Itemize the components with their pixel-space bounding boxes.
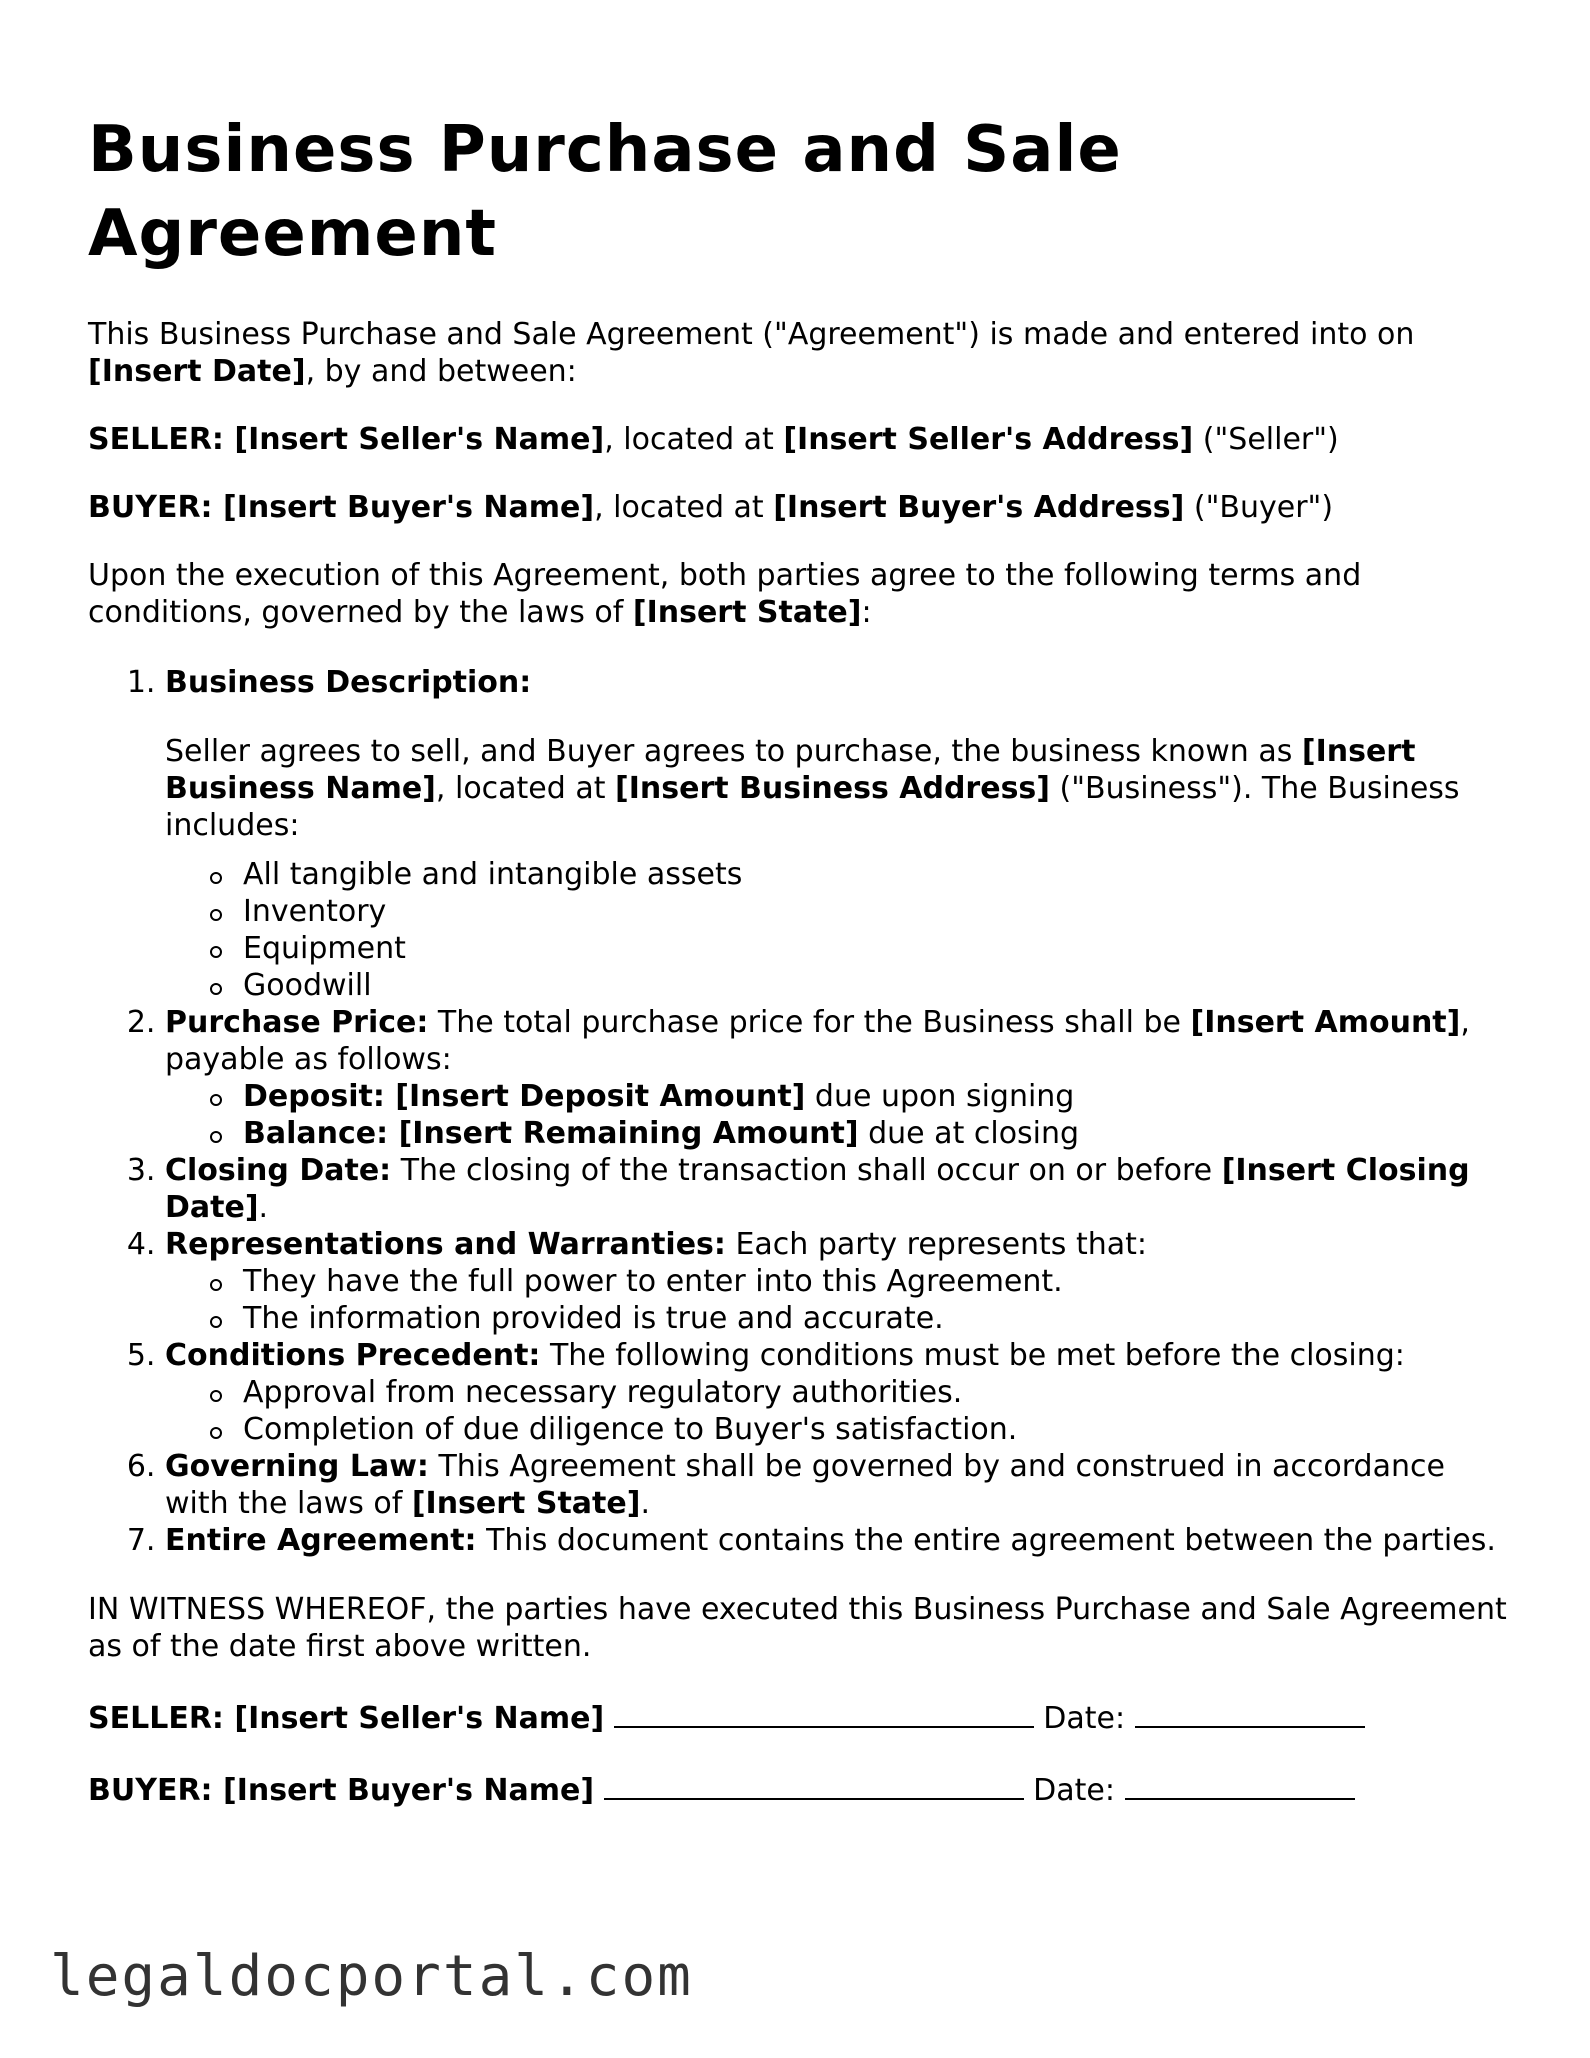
list-item: Inventory [243, 893, 1508, 930]
seller-signature-line [88, 1696, 1508, 1737]
payment-list [165, 1078, 1508, 1152]
governing-intro-paragraph [88, 557, 1508, 631]
date-label: Date: [1043, 1701, 1126, 1736]
amount-placeholder: [Insert Amount] [1190, 1005, 1461, 1040]
clause-heading: Business Description: [165, 665, 532, 700]
clause-text: This Agreement shall be governed by and construed in accordance with the laws of [165, 1449, 1445, 1521]
conditions-list [165, 1374, 1508, 1448]
clause-text: This document contains the entire agreement between the parties. [476, 1523, 1496, 1558]
list-item [243, 1115, 1508, 1152]
buyer-address-placeholder: [Insert Buyer's Address] [773, 490, 1185, 525]
document [88, 108, 1508, 1809]
seller-date-field[interactable] [1135, 1696, 1365, 1728]
buyer-name-placeholder: BUYER: [Insert Buyer's Name] [88, 490, 595, 525]
clause-closing-date [165, 1152, 1508, 1226]
list-item [243, 1078, 1508, 1115]
buyer-signature-line [88, 1768, 1508, 1809]
clause-text: . [640, 1486, 650, 1521]
witness-paragraph: IN WITNESS WHEREOF, the parties have executed this Business Purchase and Sale Agreement as of the date first above written. [88, 1592, 1507, 1664]
watermark: legaldocportal.com [50, 1944, 693, 2009]
list-item-text: due at closing [858, 1116, 1080, 1151]
buyer-paragraph [88, 489, 1508, 526]
clause-entire-agreement [165, 1522, 1508, 1559]
clause-heading: Closing Date: [165, 1153, 392, 1188]
clause-heading: Conditions Precedent: [165, 1338, 541, 1373]
agreement-date-placeholder: [Insert Date] [88, 354, 306, 389]
date-label: Date: [1033, 1773, 1115, 1808]
seller-address-placeholder: [Insert Seller's Address] [783, 422, 1194, 457]
business-address-placeholder: [Insert Business Address] [615, 771, 1051, 806]
clause-conditions-precedent [165, 1337, 1508, 1448]
seller-name-placeholder: SELLER: [Insert Seller's Name] [88, 422, 605, 457]
clause-text: The closing of the transaction shall occur on or before [391, 1153, 1222, 1188]
buyer-signature-field[interactable] [604, 1768, 1024, 1800]
clause-purchase-price [165, 1004, 1508, 1152]
buyer-tail: ("Buyer") [1184, 490, 1334, 525]
list-item-text: due upon signing [805, 1079, 1075, 1114]
clause-heading: Governing Law: [165, 1449, 429, 1484]
business-includes-list [165, 856, 1508, 1004]
list-item: They have the full power to enter into this Agreement. [243, 1263, 1508, 1300]
list-item: The information provided is true and accurate. [243, 1300, 1508, 1337]
deposit-placeholder: Deposit: [Insert Deposit Amount] [243, 1079, 806, 1114]
seller-signature-label: SELLER: [Insert Seller's Name] [88, 1701, 605, 1736]
clause-text: Each party represents that: [725, 1227, 1148, 1262]
clause-governing-law [165, 1448, 1508, 1522]
clause-heading: Representations and Warranties: [165, 1227, 726, 1262]
seller-paragraph [88, 421, 1508, 458]
clause-text: ("Business"). The Business includes: [165, 771, 1460, 843]
closing-date-placeholder: [Insert Closing Date] [165, 1153, 1470, 1225]
business-name-placeholder: [Insert Business Name] [165, 734, 1416, 806]
intro-text: This Business Purchase and Sale Agreement ("Agreement") is made and entered into on [88, 317, 1415, 352]
clause-text: , located at [435, 771, 616, 806]
clause-representations [165, 1226, 1508, 1337]
seller-signature-field[interactable] [614, 1696, 1034, 1728]
clause-text: Seller agrees to sell, and Buyer agrees to purchase, the business known as [165, 734, 1302, 769]
clauses-list [88, 664, 1508, 1559]
balance-placeholder: Balance: [Insert Remaining Amount] [243, 1116, 859, 1151]
state-placeholder: [Insert State] [632, 595, 862, 630]
document-title: Business Purchase and Sale Agreement [88, 113, 1122, 271]
list-item: Completion of due diligence to Buyer's satisfaction. [243, 1411, 1508, 1448]
business-description-text [165, 733, 1508, 844]
buyer-located: , located at [594, 490, 774, 525]
clause-text: The following conditions must be met before the closing: [540, 1338, 1405, 1373]
representations-list [165, 1263, 1508, 1337]
seller-located: , located at [604, 422, 784, 457]
clause-heading: Entire Agreement: [165, 1523, 477, 1558]
state-placeholder: [Insert State] [411, 1486, 641, 1521]
buyer-signature-label: BUYER: [Insert Buyer's Name] [88, 1773, 595, 1808]
governing-intro-tail: : [861, 595, 872, 630]
list-item: Goodwill [243, 967, 1508, 1004]
clause-business-description [165, 664, 1508, 1004]
clause-text: The total purchase price for the Business shall be [428, 1005, 1191, 1040]
clause-text: , payable as follows: [165, 1005, 1470, 1077]
clause-text: . [258, 1190, 269, 1225]
list-item: Equipment [243, 930, 1508, 967]
list-item: Approval from necessary regulatory authorities. [243, 1374, 1508, 1411]
intro-text-tail: , by and between: [305, 354, 577, 389]
seller-tail: ("Seller") [1193, 422, 1339, 457]
clause-heading: Purchase Price: [165, 1005, 429, 1040]
buyer-date-field[interactable] [1125, 1768, 1355, 1800]
governing-intro-text: Upon the execution of this Agreement, both parties agree to the following terms and conditions, governed by the laws of [88, 558, 1362, 630]
list-item: All tangible and intangible assets [243, 856, 1508, 893]
intro-paragraph [88, 316, 1508, 390]
